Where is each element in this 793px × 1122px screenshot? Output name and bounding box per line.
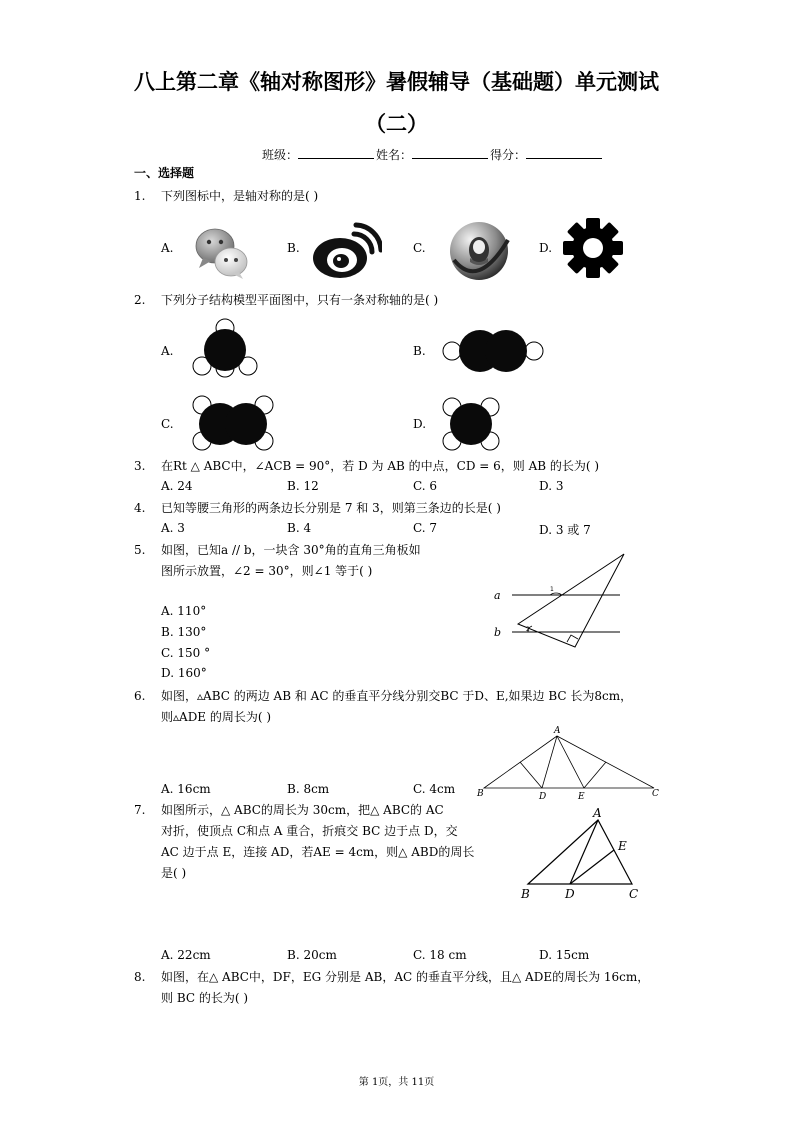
option-label[interactable]: C. xyxy=(413,241,426,255)
wechat-icon xyxy=(193,224,251,280)
label-E: E xyxy=(618,839,627,853)
triangle-perpendicular-bisector-figure xyxy=(472,722,668,802)
question-text: AC 边于点 E，连接 AD，若AE = 4cm，则△ ABD的周长 xyxy=(161,845,475,859)
option-label[interactable]: A. 110° xyxy=(161,604,207,618)
folded-triangle-figure xyxy=(515,803,645,903)
option-label[interactable]: C. 7 xyxy=(413,521,438,535)
option-label[interactable]: B. 12 xyxy=(287,479,319,493)
weibo-icon xyxy=(310,222,382,280)
question-text: 在Rt △ ABC中，∠ACB = 90°，若 D 为 AB 的中点，CD = 6，则 AB 的长为( ) xyxy=(161,459,600,473)
option-label[interactable]: A. 22cm xyxy=(161,948,211,962)
option-label[interactable]: D. xyxy=(539,241,553,255)
option-label[interactable]: D. 160° xyxy=(161,666,207,680)
question-text: 则▵ADE 的周长为( ) xyxy=(161,710,272,724)
label-D: D xyxy=(539,792,547,802)
label-E: E xyxy=(578,792,585,802)
page-subtitle: （二） xyxy=(365,112,428,136)
option-label[interactable]: C. 150 ° xyxy=(161,646,211,660)
question-number: 7. xyxy=(134,803,146,817)
option-label[interactable]: C. xyxy=(161,417,174,431)
option-label[interactable]: A. xyxy=(161,344,174,358)
question-number: 1. xyxy=(134,189,146,203)
score-label: 得分： xyxy=(490,148,527,162)
option-label[interactable]: B. 130° xyxy=(161,625,207,639)
option-label[interactable]: B. 8cm xyxy=(287,782,330,796)
label-C: C xyxy=(652,789,659,799)
label-A: A xyxy=(554,726,561,736)
question-text: 如图，已知a // b，一块含 30°角的直角三角板如 xyxy=(161,543,421,557)
label-D: D xyxy=(565,887,575,901)
page-title: 八上第二章《轴对称图形》暑假辅导（基础题）单元测试 xyxy=(134,70,659,94)
option-label[interactable]: D. 3 或 7 xyxy=(539,523,591,537)
question-number: 5. xyxy=(134,543,146,557)
option-label[interactable]: C. 6 xyxy=(413,479,438,493)
class-label: 班级： xyxy=(262,148,299,162)
question-text: 如图，▵ABC 的两边 AB 和 AC 的垂直平分线分别交BC 于D、E,如果边 BC 长为8cm， xyxy=(161,689,633,703)
molecule-a-figure xyxy=(190,318,260,380)
question-number: 8. xyxy=(134,970,146,984)
label-B: B xyxy=(477,789,484,799)
option-label[interactable]: B. xyxy=(287,241,300,255)
label-angle2: 2 xyxy=(526,626,530,633)
molecule-b-figure xyxy=(440,328,546,374)
name-label: 姓名： xyxy=(376,148,413,162)
question-text: 已知等腰三角形的两条边长分别是 7 和 3，则第三条边的长是( ) xyxy=(161,501,501,515)
gear-icon xyxy=(560,217,626,279)
student-info-line xyxy=(262,146,604,163)
question-number: 6. xyxy=(134,689,146,703)
label-a: a xyxy=(494,589,501,602)
option-label[interactable]: A. xyxy=(161,241,174,255)
question-text: 是( ) xyxy=(161,866,187,880)
option-label[interactable]: D. 3 xyxy=(539,479,564,493)
option-label[interactable]: A. 3 xyxy=(161,521,185,535)
molecule-d-figure xyxy=(440,395,502,455)
qq-browser-icon xyxy=(448,220,510,282)
question-text: 如图，在△ ABC中，DF，EG 分别是 AB，AC 的垂直平分线，且△ ADE的周长为 16cm， xyxy=(161,970,650,984)
question-text: 对折，使顶点 C和点 A 重合，折痕交 BC 边于点 D，交 xyxy=(161,824,458,838)
option-label[interactable]: A. 24 xyxy=(161,479,193,493)
page-footer: 第 1页，共 11页 xyxy=(358,1077,435,1088)
option-label[interactable]: C. 4cm xyxy=(413,782,456,796)
question-text: 如图所示，△ ABC的周长为 30cm，把△ ABC的 AC xyxy=(161,803,444,817)
score-blank[interactable] xyxy=(526,147,602,159)
option-label[interactable]: D. 15cm xyxy=(539,948,590,962)
option-label[interactable]: D. xyxy=(413,417,427,431)
option-label[interactable]: C. 18 cm xyxy=(413,948,467,962)
label-A: A xyxy=(593,806,602,820)
label-angle1: 1 xyxy=(550,586,554,593)
section-heading: 一、选择题 xyxy=(134,166,195,180)
label-C: C xyxy=(629,887,639,901)
question-text: 则 BC 的长为( ) xyxy=(161,991,249,1005)
question-number: 4. xyxy=(134,501,146,515)
option-label[interactable]: B. xyxy=(413,344,426,358)
molecule-c-figure xyxy=(190,393,276,455)
name-blank[interactable] xyxy=(412,147,488,159)
question-text: 图所示放置，∠2 = 30°，则∠1 等于( ) xyxy=(161,564,373,578)
parallel-lines-triangle-figure xyxy=(488,550,628,650)
label-B: B xyxy=(521,887,530,901)
question-number: 3. xyxy=(134,459,146,473)
option-label[interactable]: A. 16cm xyxy=(161,782,211,796)
question-number: 2. xyxy=(134,293,146,307)
class-blank[interactable] xyxy=(298,147,374,159)
label-b: b xyxy=(494,626,502,639)
question-text: 下列图标中，是轴对称的是( ) xyxy=(161,189,319,203)
option-label[interactable]: B. 4 xyxy=(287,521,312,535)
option-label[interactable]: B. 20cm xyxy=(287,948,337,962)
question-text: 下列分子结构模型平面图中，只有一条对称轴的是( ) xyxy=(161,293,439,307)
triangle-ruler xyxy=(518,554,624,647)
